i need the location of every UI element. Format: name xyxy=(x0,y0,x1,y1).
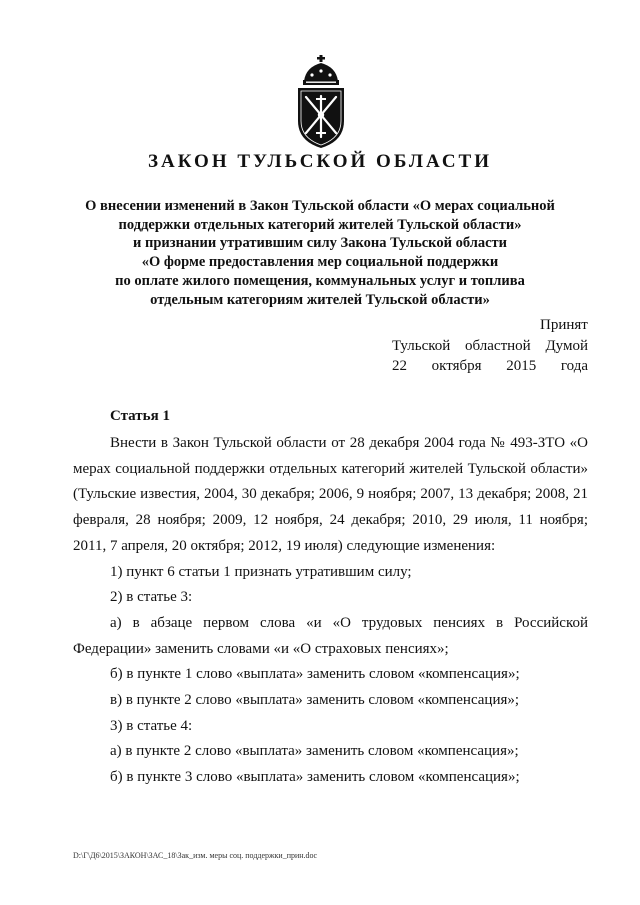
subtitle-line: отдельным категориям жителей Тульской области» xyxy=(150,291,490,308)
file-path-footer: D:\Г\Д6\2015\ЗАКОН\ЗАС_18\Зак_изм. меры соц. поддержки_прин.doc xyxy=(73,851,318,860)
subtitle-line: О внесении изменений в Закон Тульской области «О мерах социальной xyxy=(85,198,555,214)
amendment-item: 2) в статье 3: xyxy=(110,589,193,606)
law-subtitle xyxy=(60,197,580,309)
amendment-subitem: а) в абзаце первом слова «и «О трудовых пенсиях в Российской Федерации» заменить словами «и «О страховых пенсиях»; xyxy=(73,614,588,657)
date-word: года xyxy=(560,358,588,374)
adopted-word: областной xyxy=(465,338,531,354)
amendment-subitem: а) в пункте 2 слово «выплата» заменить словом «компенсация»; xyxy=(110,743,519,760)
date-day: 22 xyxy=(392,358,407,374)
date-month: октября xyxy=(431,358,482,374)
amendment-item: 1) пункт 6 статьи 1 признать утратившим силу; xyxy=(110,563,412,580)
article-intro-paragraph: Внести в Закон Тульской области от 28 декабря 2004 года № 493-ЗТО «О мерах социальной поддержки отдельных категорий жителей Тульской области» (Тульские известия, 2004, 30 декабря; 2006, 9 ноября; 2007, 13 декабря; 2008, 21 февраля, 28 ноября; 2009, 12 ноября, 24 декабря; 2010, 29 июля, 11 ноября; 2011, 7 апреля, 20 октября; 2012, 19 июля) следующие изменения: xyxy=(73,435,588,554)
amendment-subitem: в) в пункте 2 слово «выплата» заменить словом «компенсация»; xyxy=(110,692,520,709)
date-year: 2015 xyxy=(506,358,537,374)
subtitle-line: и признании утратившим силу Закона Тульской области xyxy=(132,235,508,252)
adopted-word: Думой xyxy=(545,338,588,354)
adopted-by-line xyxy=(392,338,588,355)
subtitle-line: по оплате жилого помещения, коммунальных услуг и топлива xyxy=(115,272,525,289)
subtitle-line: поддержки отдельных категорий жителей Тульской области» xyxy=(118,216,522,233)
amendment-subitem: б) в пункте 1 слово «выплата» заменить словом «компенсация»; xyxy=(110,666,520,683)
adopted-word: Тульской xyxy=(392,338,451,354)
amendment-item: 3) в статье 4: xyxy=(110,717,193,734)
law-title: ЗАКОН ТУЛЬСКОЙ ОБЛАСТИ xyxy=(147,151,493,172)
adopted-label: Принят xyxy=(540,317,588,333)
adoption-date-line xyxy=(392,358,588,375)
article-heading: Статья 1 xyxy=(110,408,170,424)
subtitle-line: «О форме предоставления мер социальной поддержки xyxy=(141,254,499,271)
article-body xyxy=(73,431,588,791)
tula-coat-of-arms-icon xyxy=(292,55,350,150)
amendment-subitem: б) в пункте 3 слово «выплата» заменить словом «компенсация»; xyxy=(110,769,520,786)
